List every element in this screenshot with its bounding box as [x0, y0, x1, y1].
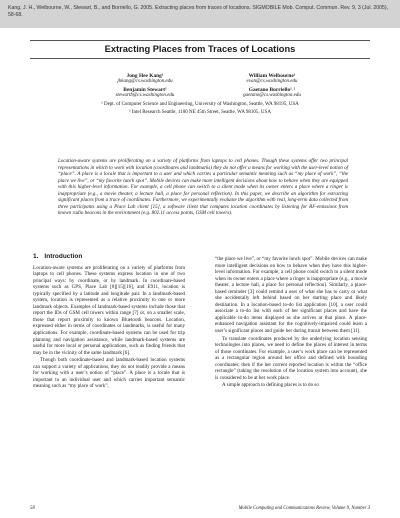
- author-name: Benjamin Stewart¹: [123, 87, 167, 93]
- section-number: 1.: [33, 253, 39, 260]
- author-email: gaetano@cs.washington.edu: [243, 93, 301, 99]
- right-column: [215, 256, 367, 389]
- journal-name: Mobile Computing and Communications Review, Volume 9, Number 3: [238, 506, 370, 511]
- paragraph: To translate coordinates produced by the underlying location sensing technologies into places, we need to define the places of interest in terms of those coordinates. For example, a user’s work place can be represented as a rectangular region around her office and defined with bounding coordinates; then if the her current reported location is within the “office rectangle” (taking the resolution of the location system into account), she is considered to be at her work place.: [215, 335, 367, 381]
- paragraph: Location-aware systems are proliferating on a variety of platforms from laptops to cell phones. These systems express location in one of two principal ways: by coordinate, or by landmark. In coordinate-based systems such as GPS, Place Lab [8][15][16], and E911, location is typically specified by a latitude and longitude pair. In a landmark-based system, location is represented as a relative proximity to one or more landmark objects. Examples of landmark-based systems include those that report the IDs of GSM cell towers within range [7] or, on a smaller scale, those that report proximity to known Bluetooth beacons. Location, expressed either in terms of coordinates or landmarks, is useful for many applications. For example, coordinate-based systems can be used for trip planning and navigation assistance, while landmark-based systems are useful for more local or personal applications, such as finding friends that may be in the vicinity of the same landmark [6].: [33, 264, 185, 356]
- author-block: [212, 87, 332, 100]
- abstract-text: Location-aware systems are proliferating on a variety of platforms from laptops to cell phones. Though these systems offer two principal representations in which to work with location (coordinates and landmarks) they do not offer a means for working with the user-level notion of “place”. A place is a locale that is important to a user and which carries a particular semantic meaning such as “my place of work”, “the place we live”, or “my favorite lunch spot”. Mobile devices can make more intelligent decisions about how to behave when they are equipped with this higher-level information. For example, a cell phone can switch to a silent mode when its owner enters a place where a ringer is inappropriate (e.g., a movie theater, a lecture hall, a place for personal reflection). In this paper, we describe an algorithm for extracting significant places from a trace of coordinates. Furthermore, we experimentally evaluate the algorithm with real, long-term data collected from three participants using a Place Lab client [15], a software client that computes location coordinates by listening for RF-emissions from known radio beacons in the environment (e.g. 802.11 access points, GSM cell towers).: [58, 158, 348, 217]
- author-name: Gaetano Borriello¹˒²: [248, 87, 296, 93]
- left-column: [33, 254, 185, 390]
- abstract: [58, 158, 348, 217]
- paragraph: A simple approach to defining places is to do so: [222, 382, 319, 389]
- title-rule-bottom: [30, 58, 370, 59]
- affiliation: ² Intel Research Seattle, 1100 NE 45th Street, Seattle, WA 98105, USA: [129, 110, 271, 115]
- author-name: William Welbourne¹: [248, 73, 296, 79]
- paragraph: “the place we live”, or “my favorite lunch spot”. Mobile devices can make more intelligent decisions on how to behave when they have this higher-level information. For example, a cell phone could switch to a silent mode when its owner enters a place where a ringer is inappropriate (e.g., a movie theater, a lecture hall, a place for personal reflection). Similarly, a place-based reminder [3] could remind a user of what she has to carry or what she accidentally left behind based on her starting place and likely destination. In a location-based to-do list application [10], a user could associate a to-do list with each of her significant places and have the applicable to-do items displayed as she arrives at that place. A place-enhanced navigation assistant for the cognitively-impaired could learn a user’s significant places and guide her during transit between them [11].: [215, 256, 367, 335]
- affiliation: ¹ Dept. of Computer Science and Engineering, University of Washington, Seattle, WA 98195, USA: [101, 102, 299, 107]
- page-footer: [30, 506, 370, 511]
- page-number: 58: [30, 506, 35, 511]
- section-title: Introduction: [44, 253, 83, 260]
- title-rule-top: [30, 40, 370, 41]
- citation-text: Kang, J. H., Welbourne, W., Stewart, B., and Borriello, G. 2005. Extracting places from traces of locations. SIGMOBILE Mob. Comput. Commun. Rev. 9, 3 (Jul. 2005), 58-68.: [8, 5, 389, 18]
- paragraph: Though both coordinate-based and landmark-based location systems can support a variety of applications, they do not readily provide a means for working with a user’s notion of “place”. A place is a locale that is important to an individual user and which carries important semantic meaning such as “my place of work”,: [33, 357, 185, 390]
- author-block: [90, 87, 200, 100]
- section-heading: [33, 254, 185, 261]
- author-block: [212, 73, 332, 86]
- author-email: evan@cs.washington.edu: [246, 79, 298, 85]
- paper-title: Extracting Places from Traces of Locations: [104, 44, 296, 54]
- author-block: [95, 73, 195, 86]
- citation-header: [0, 0, 400, 28]
- author-email: jhkang@cs.washington.edu: [117, 79, 173, 85]
- author-email: stewartb@cs.washington.edu: [115, 93, 175, 99]
- author-name: Jong Hee Kang¹: [126, 73, 164, 79]
